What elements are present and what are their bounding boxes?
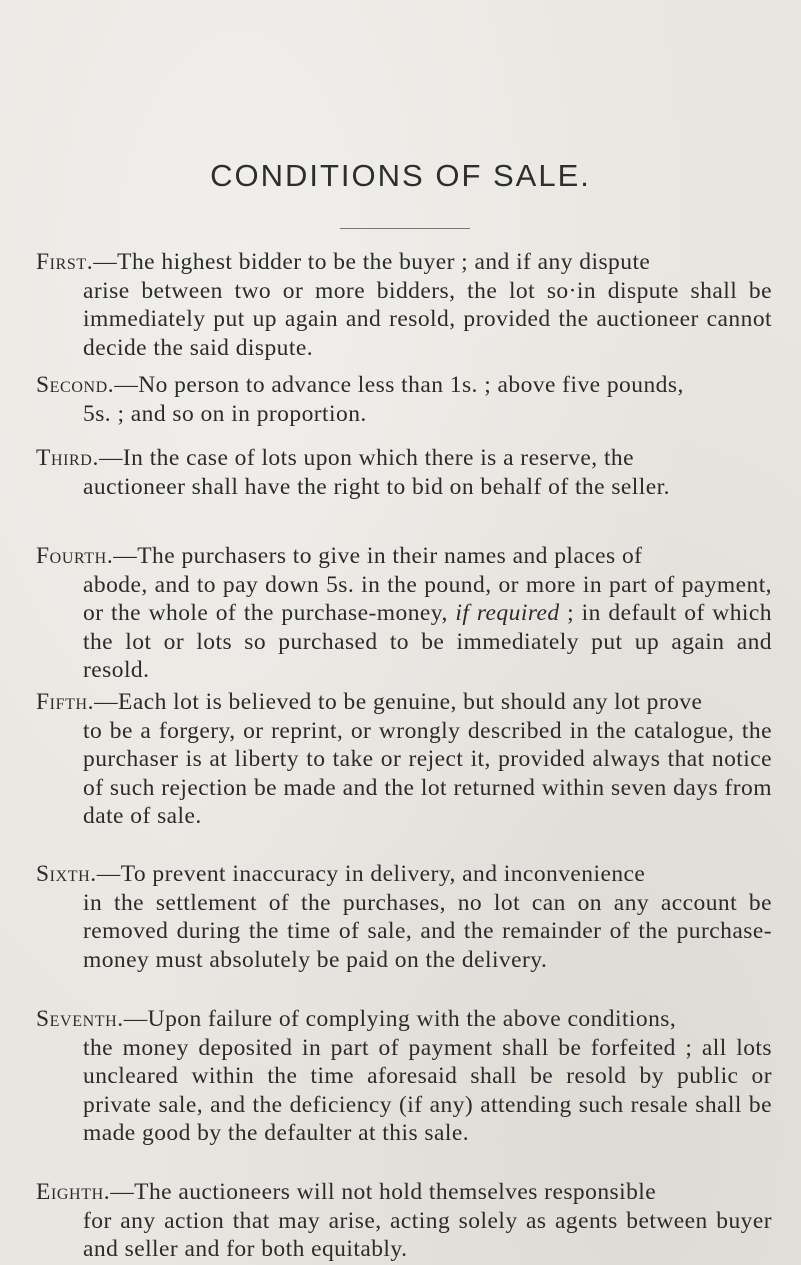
condition-ordinal: Third. — [36, 445, 99, 471]
condition-ordinal: First. — [36, 249, 94, 275]
title-rule — [340, 228, 470, 229]
condition-text: to be a forgery, or reprint, or wrongly described in the catalogue, the purchaser is at liberty to take or reject it, provided always that notice of such rejection be made and the lot returned within seven days from date of sale. — [83, 717, 772, 830]
condition-first-line: —The purchasers to give in their names and places of — [113, 543, 643, 569]
page-title: CONDITIONS OF SALE. — [210, 158, 591, 193]
condition-first — [0, 248, 801, 362]
condition-first-line: —Each lot is believed to be genuine, but should any lot prove — [94, 689, 703, 715]
condition-first-line: —To prevent inaccuracy in delivery, and inconvenience — [96, 861, 646, 887]
condition-text-emphasis: if required — [455, 600, 560, 627]
condition-ordinal: Sixth. — [36, 861, 97, 887]
condition-seventh — [0, 1005, 801, 1148]
condition-text: 5s. ; and so on in proportion. — [83, 400, 367, 427]
condition-first-line: —The auctioneers will not hold themselves responsible — [110, 1179, 657, 1205]
condition-eighth — [0, 1178, 801, 1264]
condition-ordinal: Second. — [36, 372, 115, 398]
condition-fourth — [0, 542, 801, 685]
condition-third — [0, 444, 801, 501]
condition-text — [0, 571, 801, 685]
condition-text-part: ; in default of which the lot or lots so purchased to be immediately put up again and resold. — [83, 600, 772, 684]
condition-ordinal: Fourth. — [36, 543, 114, 569]
condition-text: auctioneer shall have the right to bid on behalf of the seller. — [83, 473, 670, 500]
condition-text: in the settlement of the purchases, no lot can on any account be removed during the time of sale, and the remainder of the purchase-money must absolutely be paid on the delivery. — [83, 889, 772, 973]
condition-ordinal: Eighth. — [36, 1179, 111, 1205]
condition-second — [0, 371, 801, 428]
condition-text: the money deposited in part of payment shall be forfeited ; all lots uncleared within the time aforesaid shall be resold by public or private sale, and the deficiency (if any) attending such resale shall be made good by the defaulter at this sale. — [83, 1034, 772, 1147]
condition-text: for any action that may arise, acting solely as agents between buyer and seller and for both equitably. — [83, 1207, 772, 1263]
condition-sixth — [0, 860, 801, 974]
condition-ordinal: Fifth. — [36, 689, 95, 715]
condition-ordinal: Seventh. — [36, 1006, 124, 1032]
condition-text: arise between two or more bidders, the lot so·in dispute shall be immediately put up again and resold, provided the auctioneer cannot decide the said dispute. — [83, 277, 772, 361]
condition-first-line: —No person to advance less than 1s. ; above five pounds, — [114, 372, 684, 398]
condition-first-line: —Upon failure of complying with the above conditions, — [123, 1006, 677, 1032]
condition-first-line: —In the case of lots upon which there is a reserve, the — [98, 445, 635, 471]
condition-text-part: abode, and to pay down 5s. in the pound, or more in part of payment, or the whole of the purchase-money, — [83, 571, 772, 627]
condition-fifth — [0, 688, 801, 831]
condition-first-line: —The highest bidder to be the buyer ; and if any dispute — [93, 249, 651, 275]
